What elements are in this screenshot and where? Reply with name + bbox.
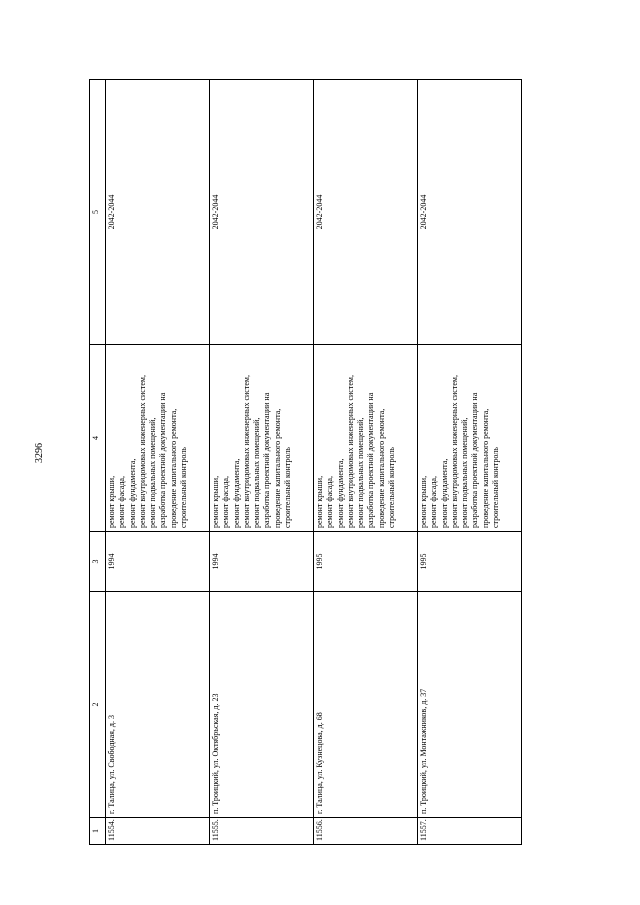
work-item: ремонт фасада, (325, 476, 335, 528)
work-item: ремонт крыши, (315, 475, 324, 528)
period-cell: 2042-2044 (418, 80, 522, 345)
work-item: ремонт внутридомовых инженерных систем, (449, 375, 459, 528)
year-cell: 1994 (106, 532, 210, 592)
table-row (418, 80, 522, 845)
column-header: 4 (90, 345, 106, 532)
work-item: ремонт крыши, (211, 475, 220, 528)
works-list (315, 348, 397, 528)
column-header: 1 (90, 818, 106, 845)
address-cell: п. Троицкий, ул. Монтажников, д. 37 (418, 592, 522, 818)
works-list (419, 348, 501, 528)
work-item: ремонт фундамента, (335, 458, 345, 528)
work-item: строительный контроль (283, 447, 293, 528)
work-item: ремонт фундамента, (439, 458, 449, 528)
work-item: разработка проектной документации на (470, 392, 480, 528)
year-cell: 1995 (418, 532, 522, 592)
work-item: проведение капитального ремонта, (376, 408, 386, 528)
table-row (210, 80, 314, 845)
work-item: ремонт подвальных помещений, (148, 417, 158, 528)
row-number: 11555. (210, 818, 314, 845)
work-item: ремонт крыши, (419, 475, 428, 528)
table-header-row (90, 80, 106, 845)
work-item: проведение капитального ремонта, (272, 408, 282, 528)
work-item: ремонт фундамента, (127, 458, 137, 528)
work-item: строительный контроль (491, 447, 501, 528)
work-item: ремонт фасада, (117, 476, 127, 528)
period-cell: 2042-2044 (210, 80, 314, 345)
period-cell: 2042-2044 (314, 80, 418, 345)
address-cell: п. Троицкий, ул. Октябрьская, д. 23 (210, 592, 314, 818)
work-item: разработка проектной документации на (158, 392, 168, 528)
column-header: 2 (90, 592, 106, 818)
work-item: разработка проектной документации на (262, 392, 272, 528)
year-cell: 1995 (314, 532, 418, 592)
capital-repair-table (89, 79, 522, 845)
works-cell (418, 345, 522, 532)
work-item: ремонт подвальных помещений, (460, 417, 470, 528)
works-cell (314, 345, 418, 532)
works-list (107, 348, 189, 528)
work-item: ремонт внутридомовых инженерных систем, (137, 375, 147, 528)
work-item: ремонт подвальных помещений, (252, 417, 262, 528)
works-list (211, 348, 293, 528)
row-number: 11556. (314, 818, 418, 845)
page-number: 3296 (34, 443, 45, 463)
table-row (314, 80, 418, 845)
work-item: ремонт крыши, (107, 475, 116, 528)
work-item: строительный контроль (387, 447, 397, 528)
work-item: проведение капитального ремонта, (168, 408, 178, 528)
year-cell: 1994 (210, 532, 314, 592)
work-item: разработка проектной документации на (366, 392, 376, 528)
row-number: 11557. (418, 818, 522, 845)
column-header: 3 (90, 532, 106, 592)
work-item: ремонт внутридомовых инженерных систем, (241, 375, 251, 528)
work-item: ремонт фасада, (221, 476, 231, 528)
work-item: ремонт фасада, (429, 476, 439, 528)
address-cell: г. Талица, ул. Кузнецова, д. 68 (314, 592, 418, 818)
work-item: ремонт фундамента, (231, 458, 241, 528)
period-cell: 2042-2044 (106, 80, 210, 345)
work-item: ремонт внутридомовых инженерных систем, (345, 375, 355, 528)
work-item: проведение капитального ремонта, (480, 408, 490, 528)
row-number: 11554. (106, 818, 210, 845)
works-cell (106, 345, 210, 532)
column-header: 5 (90, 80, 106, 345)
table-row (106, 80, 210, 845)
work-item: строительный контроль (179, 447, 189, 528)
address-cell: г. Талица, ул. Свободная, д. 3 (106, 592, 210, 818)
works-cell (210, 345, 314, 532)
work-item: ремонт подвальных помещений, (356, 417, 366, 528)
rotated-table-container (89, 80, 507, 845)
